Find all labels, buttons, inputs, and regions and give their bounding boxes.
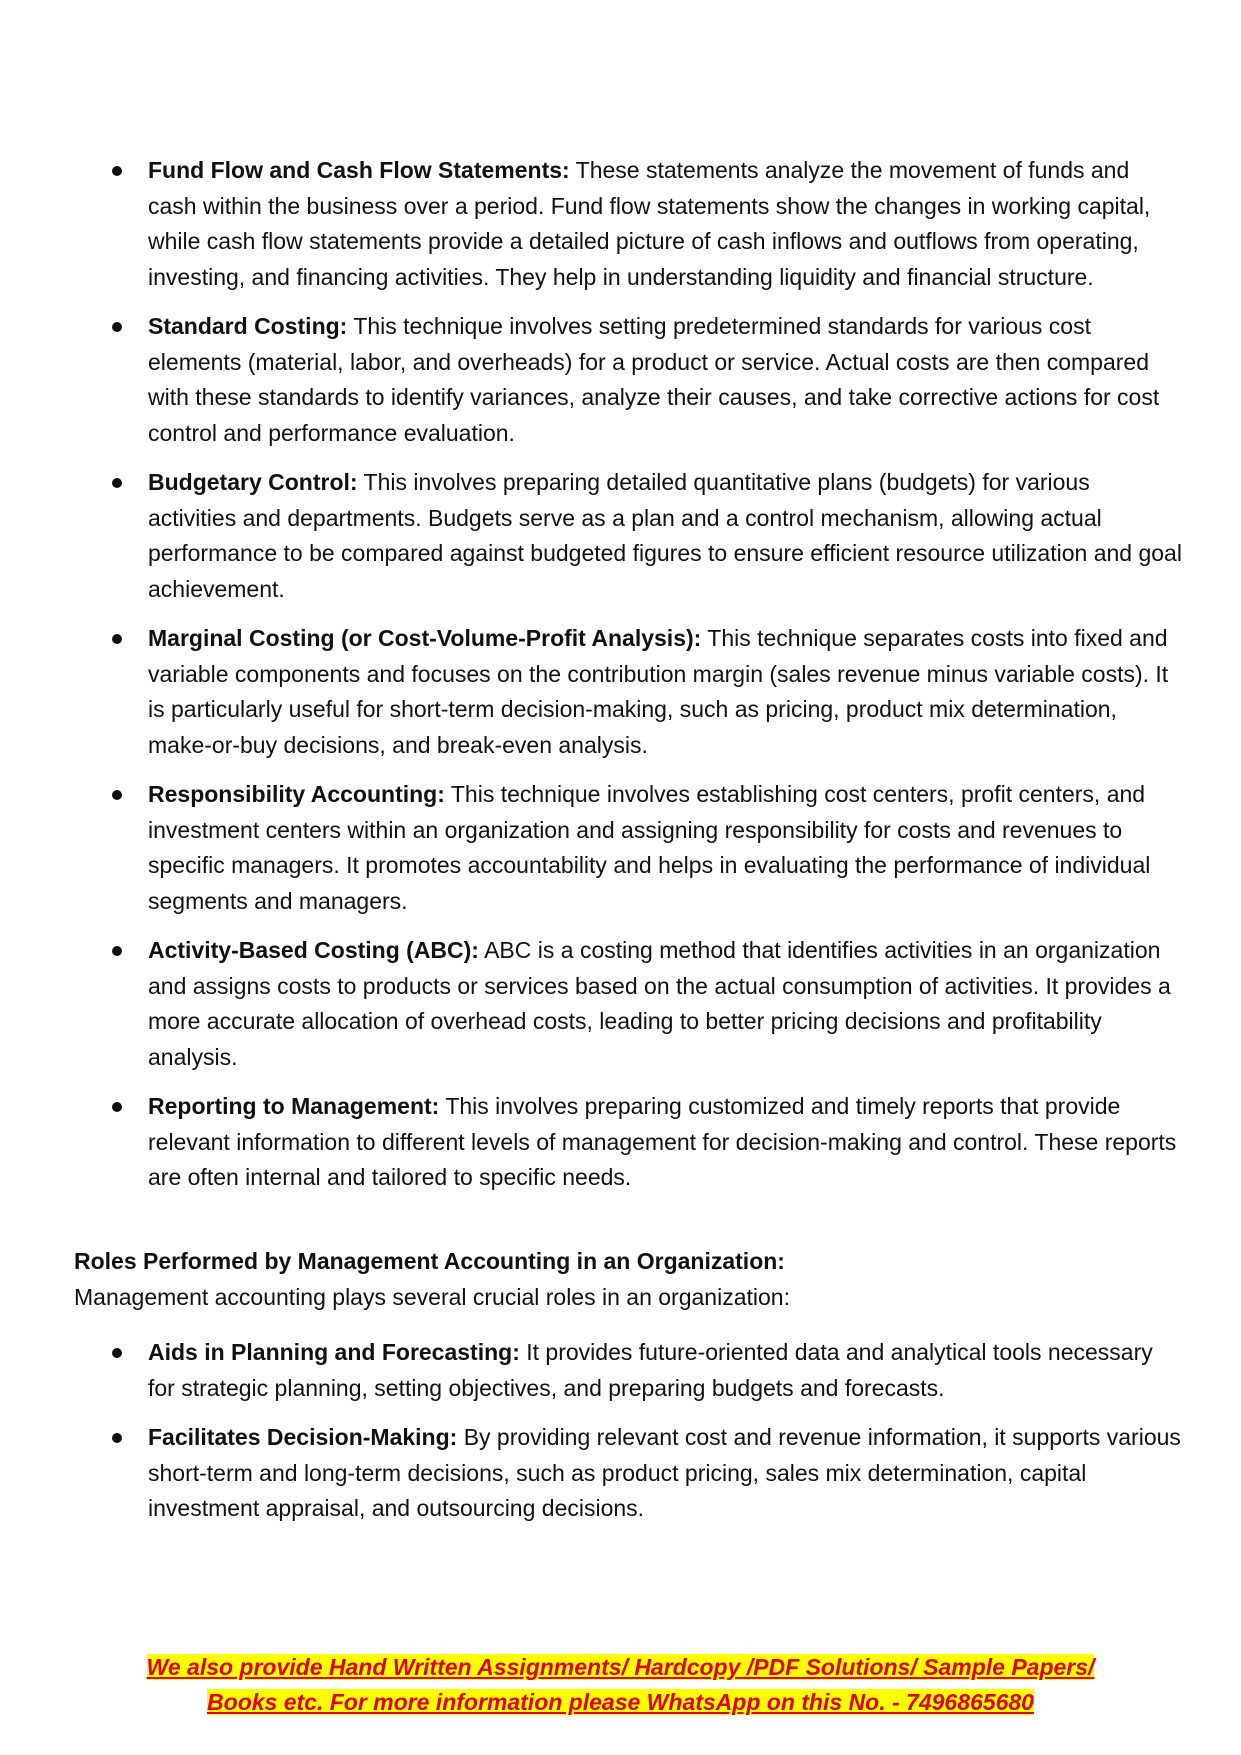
item-title: Aids in Planning and Forecasting:	[148, 1339, 520, 1365]
list-item	[74, 465, 1184, 607]
roles-list	[74, 1335, 1184, 1541]
promo-footer	[60, 1650, 1181, 1720]
bullet-icon	[112, 1348, 122, 1358]
list-item	[74, 621, 1184, 763]
promo-line-2: Books etc. For more information please WhatsApp on this No. - 7496865680	[207, 1689, 1034, 1715]
bullet-icon	[112, 322, 122, 332]
list-item	[74, 1335, 1184, 1406]
list-item	[74, 153, 1184, 295]
list-item	[74, 933, 1184, 1075]
bullet-icon	[112, 1433, 122, 1443]
item-title: Marginal Costing (or Cost-Volume-Profit Analysis):	[148, 625, 702, 651]
bullet-icon	[112, 478, 122, 488]
bullet-icon	[112, 166, 122, 176]
bullet-icon	[112, 946, 122, 956]
item-text: This technique separates costs into fixed and variable components and focuses on the contribution margin (sales revenue minus variable costs). It is particularly useful for short-term decision-making, such as pricing, product mix determination, make-or-buy decisions, and break-even analysis.	[148, 625, 1169, 758]
item-title: Reporting to Management:	[148, 1093, 440, 1119]
item-text: It provides future-oriented data and analytical tools necessary for strategic planning, setting objectives, and preparing budgets and forecasts.	[148, 1339, 1153, 1401]
item-text: This technique involves establishing cost centers, profit centers, and investment centers within an organization and assigning responsibility for costs and revenues to specific managers. It promotes accountability and helps in evaluating the performance of individual segments and managers.	[148, 781, 1151, 914]
list-item	[74, 1420, 1184, 1527]
section-intro: Management accounting plays several crucial roles in an organization:	[74, 1284, 790, 1310]
item-title: Standard Costing:	[148, 313, 348, 339]
list-item	[74, 777, 1184, 919]
techniques-list	[74, 153, 1184, 1210]
item-text: This technique involves setting predetermined standards for various cost elements (material, labor, and overheads) for a product or service. Actual costs are then compared with these standards to identify variances, analyze their causes, and take corrective actions for cost control and performance evaluation.	[148, 313, 1160, 446]
item-text: This involves preparing detailed quantitative plans (budgets) for various activities and departments. Budgets serve as a plan and a control mechanism, allowing actual performance to be compared against budgeted figures to ensure efficient resource utilization and goal achievement.	[148, 469, 1182, 602]
bullet-icon	[112, 1102, 122, 1112]
list-item	[74, 1089, 1184, 1196]
item-title: Responsibility Accounting:	[148, 781, 445, 807]
item-text: By providing relevant cost and revenue information, it supports various short-term and long-term decisions, such as product pricing, sales mix determination, capital investment appraisal, and outsourcing decisions.	[148, 1424, 1181, 1521]
list-item	[74, 309, 1184, 451]
bullet-icon	[112, 790, 122, 800]
item-text: These statements analyze the movement of funds and cash within the business over a period. Fund flow statements show the changes in working capital, while cash flow statements provide a detailed picture of cash inflows and outflows from operating, investing, and financing activities. They help in understanding liquidity and financial structure.	[148, 157, 1151, 290]
item-text: This involves preparing customized and timely reports that provide relevant information to different levels of management for decision-making and control. These reports are often internal and tailored to specific needs.	[148, 1093, 1177, 1190]
item-title: Facilitates Decision-Making:	[148, 1424, 458, 1450]
section-heading: Roles Performed by Management Accounting in an Organization:	[74, 1248, 785, 1274]
item-text: ABC is a costing method that identifies activities in an organization and assigns costs to products or services based on the actual consumption of activities. It provides a more accurate allocation of overhead costs, leading to better pricing decisions and profitability analysis.	[148, 937, 1171, 1070]
promo-line-1: We also provide Hand Written Assignments/ Hardcopy /PDF Solutions/ Sample Papers/	[146, 1654, 1095, 1680]
item-title: Fund Flow and Cash Flow Statements:	[148, 157, 570, 183]
item-title: Budgetary Control:	[148, 469, 358, 495]
item-title: Activity-Based Costing (ABC):	[148, 937, 479, 963]
bullet-icon	[112, 634, 122, 644]
